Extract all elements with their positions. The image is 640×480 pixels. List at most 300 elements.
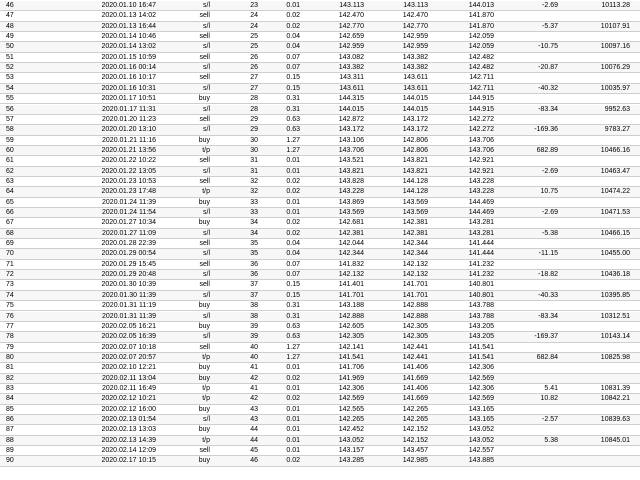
balance-cell <box>562 374 630 384</box>
balance-cell: 10825.98 <box>600 353 630 361</box>
time-cell: 2020.02.12 16:00 <box>101 405 156 413</box>
stop-loss-cell: 143.569 <box>402 209 428 216</box>
balance-cell: 10035.97 <box>600 84 630 92</box>
table-row <box>0 312 640 322</box>
order-cell: 31 <box>250 157 258 165</box>
take-profit-cell: 143.228 <box>468 177 494 185</box>
price-cell: 143.157 <box>338 447 364 455</box>
time-cell: 2020.01.13 16:44 <box>101 22 156 30</box>
volume-cell: 0.02 <box>286 229 300 237</box>
order-cell: 24 <box>250 22 258 30</box>
take-profit-cell: 141.232 <box>468 260 494 268</box>
profit-cell: -20.87 <box>538 64 558 72</box>
table-row <box>0 11 640 21</box>
stop-loss-cell: 142.152 <box>402 426 428 434</box>
balance-cell: 9783.27 <box>604 126 630 134</box>
price-cell: 142.888 <box>338 312 364 320</box>
stop-loss-cell: 142.152 <box>402 436 428 444</box>
order-cell: 44 <box>250 436 258 444</box>
profit-cell: 10.82 <box>540 395 558 403</box>
profit-cell <box>498 239 558 249</box>
take-profit-cell: 142.557 <box>468 447 494 455</box>
order-cell: 39 <box>250 322 258 330</box>
order-cell: 35 <box>250 250 258 258</box>
take-profit-cell: 142.569 <box>468 395 494 403</box>
stop-loss-cell: 144.015 <box>402 95 428 103</box>
type-cell: s/l <box>203 229 210 237</box>
table-row <box>0 1 640 11</box>
volume-cell: 1.27 <box>286 146 300 154</box>
order-cell: 30 <box>250 136 258 144</box>
order-cell: 41 <box>250 364 258 372</box>
time-cell: 2020.01.17 11:31 <box>102 105 156 113</box>
volume-cell: 0.01 <box>286 167 300 175</box>
profit-cell <box>498 280 558 290</box>
row-number-cell: 72 <box>6 271 14 279</box>
time-cell: 2020.02.05 16:39 <box>101 333 156 341</box>
volume-cell: 0.04 <box>286 250 300 258</box>
price-cell: 143.869 <box>338 198 364 206</box>
table-row <box>0 167 640 177</box>
balance-cell: 10831.39 <box>600 384 630 392</box>
volume-cell: 0.01 <box>286 198 300 206</box>
stop-loss-cell: 144.128 <box>402 177 428 185</box>
row-number-cell: 48 <box>6 22 14 30</box>
stop-loss-cell: 143.172 <box>402 115 428 123</box>
type-cell: t/p <box>202 436 210 444</box>
type-cell: s/l <box>203 416 210 423</box>
table-row <box>0 94 640 104</box>
balance-cell: 9952.63 <box>604 105 630 113</box>
table-row <box>0 156 640 166</box>
time-cell: 2020.01.22 10:22 <box>101 157 156 165</box>
row-number-cell: 88 <box>6 436 14 444</box>
stop-loss-cell: 141.406 <box>402 364 428 372</box>
type-cell: s/l <box>203 105 210 113</box>
take-profit-cell: 142.306 <box>468 364 494 372</box>
volume-cell: 0.02 <box>286 12 300 20</box>
type-cell: sell <box>199 53 210 61</box>
volume-cell: 1.27 <box>286 136 300 144</box>
table-row <box>0 249 640 259</box>
row-number-cell: 47 <box>6 12 14 20</box>
time-cell: 2020.01.21 11:16 <box>102 136 156 144</box>
row-number-cell: 89 <box>6 447 14 455</box>
table-row <box>0 198 640 208</box>
stop-loss-cell: 141.701 <box>402 291 428 299</box>
stop-loss-cell: 142.381 <box>402 229 428 237</box>
take-profit-cell: 142.921 <box>468 167 494 175</box>
type-cell: s/l <box>203 2 210 9</box>
volume-cell: 0.01 <box>286 384 300 392</box>
profit-cell <box>498 425 558 435</box>
balance-cell <box>562 156 630 166</box>
time-cell: 2020.01.14 13:02 <box>101 43 156 51</box>
stop-loss-cell: 142.770 <box>402 22 428 30</box>
type-cell: buy <box>198 426 210 434</box>
stop-loss-cell: 142.959 <box>402 43 428 51</box>
order-cell: 36 <box>250 271 258 279</box>
price-cell: 142.959 <box>338 43 364 51</box>
table-row <box>0 353 640 363</box>
time-cell: 2020.01.29 15:45 <box>101 260 156 268</box>
balance-cell: 10143.14 <box>600 333 630 341</box>
row-number-cell: 69 <box>6 240 14 248</box>
stop-loss-cell: 143.172 <box>402 126 428 134</box>
profit-cell <box>498 456 558 466</box>
row-number-cell: 83 <box>6 384 14 392</box>
time-cell: 2020.01.27 10:34 <box>101 219 156 227</box>
order-cell: 43 <box>250 416 258 423</box>
stop-loss-cell: 144.128 <box>402 188 428 196</box>
type-cell: sell <box>199 343 210 351</box>
order-cell: 28 <box>250 105 258 113</box>
type-cell: buy <box>198 302 210 310</box>
type-cell: sell <box>199 177 210 185</box>
time-cell: 2020.01.20 11:23 <box>102 115 156 123</box>
price-cell: 141.832 <box>338 260 364 268</box>
price-cell: 142.470 <box>338 12 364 20</box>
row-number-cell: 66 <box>6 209 14 216</box>
volume-cell: 0.01 <box>286 416 300 423</box>
price-cell: 141.401 <box>338 281 364 289</box>
balance-cell: 10463.47 <box>600 167 630 175</box>
profit-cell: -83.34 <box>538 312 558 320</box>
time-cell: 2020.01.23 17:48 <box>101 188 156 196</box>
volume-cell: 0.01 <box>286 405 300 413</box>
order-cell: 44 <box>250 426 258 434</box>
table-row <box>0 136 640 146</box>
price-cell: 143.228 <box>338 188 364 196</box>
price-cell: 142.381 <box>338 229 364 237</box>
table-row <box>0 301 640 311</box>
volume-cell: 0.15 <box>286 84 300 92</box>
balance-cell <box>562 280 630 290</box>
take-profit-cell: 141.444 <box>468 240 494 248</box>
balance-cell <box>562 177 630 187</box>
time-cell: 2020.01.29 00:54 <box>101 250 156 258</box>
balance-cell <box>562 405 630 415</box>
balance-cell <box>562 115 630 125</box>
take-profit-cell: 143.281 <box>468 219 494 227</box>
take-profit-cell: 142.711 <box>469 84 494 92</box>
time-cell: 2020.01.24 11:54 <box>102 209 156 216</box>
row-number-cell: 71 <box>6 260 14 268</box>
table-row <box>0 229 640 239</box>
time-cell: 2020.01.17 10:51 <box>101 95 156 103</box>
take-profit-cell: 141.232 <box>468 271 494 279</box>
order-cell: 40 <box>250 343 258 351</box>
volume-cell: 0.01 <box>286 209 300 216</box>
volume-cell: 1.27 <box>286 343 300 351</box>
order-cell: 30 <box>250 146 258 154</box>
row-number-cell: 79 <box>6 343 14 351</box>
volume-cell: 0.04 <box>286 33 300 41</box>
type-cell: s/l <box>203 250 210 258</box>
profit-cell <box>498 374 558 384</box>
stop-loss-cell: 143.382 <box>402 64 428 72</box>
volume-cell: 0.01 <box>286 2 300 9</box>
volume-cell: 0.02 <box>286 188 300 196</box>
balance-cell: 10107.91 <box>600 22 630 30</box>
volume-cell: 0.07 <box>286 64 300 72</box>
volume-cell: 0.15 <box>286 74 300 82</box>
balance-cell: 10842.21 <box>600 395 630 403</box>
order-cell: 42 <box>250 374 258 382</box>
balance-cell <box>562 301 630 311</box>
price-cell: 142.044 <box>338 240 364 248</box>
balance-cell <box>562 363 630 373</box>
row-number-cell: 81 <box>6 364 14 372</box>
row-number-cell: 55 <box>6 95 14 103</box>
order-cell: 42 <box>250 395 258 403</box>
take-profit-cell: 144.915 <box>468 105 494 113</box>
order-cell: 34 <box>250 229 258 237</box>
row-number-cell: 50 <box>6 43 14 51</box>
row-number-cell: 78 <box>6 333 14 341</box>
take-profit-cell: 141.541 <box>468 353 494 361</box>
take-profit-cell: 141.444 <box>468 250 494 258</box>
volume-cell: 0.31 <box>286 105 300 113</box>
row-number-cell: 68 <box>6 229 14 237</box>
stop-loss-cell: 143.382 <box>402 53 428 61</box>
profit-cell <box>498 198 558 208</box>
take-profit-cell: 141.870 <box>468 12 494 20</box>
order-cell: 33 <box>250 209 258 216</box>
price-cell: 144.015 <box>338 105 364 113</box>
row-number-cell: 87 <box>6 426 14 434</box>
balance-cell <box>562 218 630 228</box>
volume-cell: 0.01 <box>286 447 300 455</box>
order-cell: 37 <box>250 281 258 289</box>
volume-cell: 0.02 <box>286 374 300 382</box>
profit-cell: -169.37 <box>534 333 558 341</box>
volume-cell: 0.63 <box>286 322 300 330</box>
price-cell: 142.306 <box>338 384 364 392</box>
price-cell: 142.565 <box>338 405 364 413</box>
volume-cell: 0.01 <box>286 426 300 434</box>
volume-cell: 0.02 <box>286 177 300 185</box>
stop-loss-cell: 142.381 <box>402 219 428 227</box>
profit-cell <box>498 32 558 42</box>
stop-loss-cell: 142.441 <box>402 343 428 351</box>
time-cell: 2020.01.16 10:31 <box>101 84 156 92</box>
profit-cell <box>498 322 558 332</box>
row-number-cell: 62 <box>6 167 14 175</box>
row-number-cell: 82 <box>6 374 14 382</box>
profit-cell <box>498 94 558 104</box>
volume-cell: 0.31 <box>286 95 300 103</box>
profit-cell: -83.34 <box>538 105 558 113</box>
price-cell: 142.344 <box>338 250 364 258</box>
time-cell: 2020.01.30 10:39 <box>101 281 156 289</box>
table-row <box>0 270 640 280</box>
row-number-cell: 57 <box>6 115 14 123</box>
stop-loss-cell: 142.806 <box>402 146 428 154</box>
order-cell: 33 <box>250 198 258 206</box>
type-cell: sell <box>199 447 210 455</box>
balance-cell: 10474.22 <box>600 188 630 196</box>
type-cell: buy <box>198 198 210 206</box>
row-number-cell: 84 <box>6 395 14 403</box>
profit-cell: -10.75 <box>538 43 558 51</box>
stop-loss-cell: 142.441 <box>402 353 428 361</box>
table-row <box>0 291 640 301</box>
balance-cell <box>562 322 630 332</box>
row-number-cell: 73 <box>6 281 14 289</box>
balance-cell: 10455.00 <box>600 250 630 258</box>
type-cell: buy <box>198 364 210 372</box>
order-cell: 25 <box>250 33 258 41</box>
stop-loss-cell: 142.806 <box>402 136 428 144</box>
stop-loss-cell: 141.669 <box>402 395 428 403</box>
profit-cell <box>498 136 558 146</box>
balance-cell <box>562 198 630 208</box>
take-profit-cell: 142.711 <box>469 74 494 82</box>
table-row <box>0 84 640 94</box>
stop-loss-cell: 142.265 <box>402 405 428 413</box>
type-cell: buy <box>198 219 210 227</box>
time-cell: 2020.01.10 16:47 <box>101 2 156 9</box>
volume-cell: 0.07 <box>286 260 300 268</box>
table-row <box>0 343 640 353</box>
type-cell: sell <box>199 281 210 289</box>
time-cell: 2020.01.27 11:09 <box>102 229 156 237</box>
take-profit-cell: 142.482 <box>468 53 494 61</box>
type-cell: buy <box>198 374 210 382</box>
stop-loss-cell: 143.821 <box>402 157 428 165</box>
price-cell: 142.452 <box>338 426 364 434</box>
order-cell: 35 <box>250 240 258 248</box>
type-cell: s/l <box>203 209 210 216</box>
time-cell: 2020.01.24 11:39 <box>102 198 156 206</box>
stop-loss-cell: 142.888 <box>402 302 428 310</box>
stop-loss-cell: 143.457 <box>402 447 428 455</box>
stop-loss-cell: 143.821 <box>402 167 428 175</box>
stop-loss-cell: 141.701 <box>402 281 428 289</box>
stop-loss-cell: 143.113 <box>403 2 428 9</box>
type-cell: sell <box>199 115 210 123</box>
stop-loss-cell: 144.015 <box>402 105 428 113</box>
table-row <box>0 22 640 32</box>
take-profit-cell: 143.205 <box>468 322 494 330</box>
balance-cell: 10312.51 <box>600 312 630 320</box>
table-row <box>0 425 640 435</box>
row-number-cell: 86 <box>6 416 14 423</box>
type-cell: s/l <box>203 271 210 279</box>
stop-loss-cell: 143.569 <box>402 198 428 206</box>
profit-cell: -2.57 <box>542 416 558 423</box>
price-cell: 142.141 <box>338 343 364 351</box>
balance-cell: 10113.28 <box>601 2 630 9</box>
take-profit-cell: 142.059 <box>468 33 494 41</box>
take-profit-cell: 142.059 <box>468 43 494 51</box>
table-row <box>0 456 640 466</box>
order-cell: 36 <box>250 260 258 268</box>
row-number-cell: 46 <box>6 2 14 9</box>
price-cell: 141.541 <box>338 353 364 361</box>
profit-cell <box>498 177 558 187</box>
type-cell: sell <box>199 12 210 20</box>
type-cell: s/l <box>203 64 210 72</box>
type-cell: buy <box>198 95 210 103</box>
take-profit-cell: 142.306 <box>468 384 494 392</box>
table-row <box>0 53 640 63</box>
take-profit-cell: 142.921 <box>468 157 494 165</box>
volume-cell: 0.31 <box>286 312 300 320</box>
stop-loss-cell: 142.305 <box>402 322 428 330</box>
stop-loss-cell: 142.985 <box>402 457 428 465</box>
balance-cell: 10466.15 <box>600 229 630 237</box>
profit-cell <box>498 260 558 270</box>
table-row <box>0 105 640 115</box>
stop-loss-cell: 142.265 <box>402 416 428 423</box>
profit-cell: -169.36 <box>534 126 558 134</box>
order-cell: 25 <box>250 43 258 51</box>
type-cell: sell <box>199 157 210 165</box>
row-number-cell: 75 <box>6 302 14 310</box>
profit-cell: -2.69 <box>542 209 558 216</box>
table-row <box>0 187 640 197</box>
price-cell: 143.828 <box>338 177 364 185</box>
price-cell: 142.305 <box>338 333 364 341</box>
time-cell: 2020.02.13 01:54 <box>101 416 156 423</box>
balance-cell <box>562 446 630 456</box>
stop-loss-cell: 142.344 <box>402 240 428 248</box>
order-cell: 32 <box>250 188 258 196</box>
time-cell: 2020.01.13 14:02 <box>101 12 156 20</box>
table-row <box>0 260 640 270</box>
table-row <box>0 73 640 83</box>
volume-cell: 0.02 <box>286 22 300 30</box>
type-cell: t/p <box>202 395 210 403</box>
table-row <box>0 115 640 125</box>
row-number-cell: 63 <box>6 177 14 185</box>
time-cell: 2020.01.30 11:39 <box>102 291 156 299</box>
order-cell: 43 <box>250 405 258 413</box>
balance-cell <box>562 425 630 435</box>
take-profit-cell: 143.706 <box>468 146 494 154</box>
take-profit-cell: 144.469 <box>468 198 494 206</box>
profit-cell: 682.89 <box>536 146 558 154</box>
row-number-cell: 54 <box>6 84 14 92</box>
profit-cell: -18.82 <box>538 271 558 279</box>
price-cell: 143.569 <box>338 209 364 216</box>
row-number-cell: 80 <box>6 353 14 361</box>
row-number-cell: 67 <box>6 219 14 227</box>
price-cell: 143.082 <box>338 53 364 61</box>
time-cell: 2020.01.22 13:05 <box>101 167 156 175</box>
order-cell: 41 <box>250 384 258 392</box>
profit-cell: 682.84 <box>536 353 558 361</box>
volume-cell: 0.01 <box>286 364 300 372</box>
balance-cell <box>562 94 630 104</box>
balance-cell <box>562 73 630 83</box>
table-row <box>0 363 640 373</box>
take-profit-cell: 141.870 <box>468 22 494 30</box>
price-cell: 142.569 <box>338 395 364 403</box>
volume-cell: 0.02 <box>286 219 300 227</box>
price-cell: 143.521 <box>338 157 364 165</box>
price-cell: 143.382 <box>338 64 364 72</box>
order-cell: 38 <box>250 312 258 320</box>
stop-loss-cell: 143.611 <box>403 74 428 82</box>
balance-cell: 10076.29 <box>600 64 630 72</box>
table-row <box>0 208 640 218</box>
price-cell: 143.172 <box>338 126 364 134</box>
price-cell: 143.188 <box>338 302 364 310</box>
type-cell: buy <box>198 405 210 413</box>
